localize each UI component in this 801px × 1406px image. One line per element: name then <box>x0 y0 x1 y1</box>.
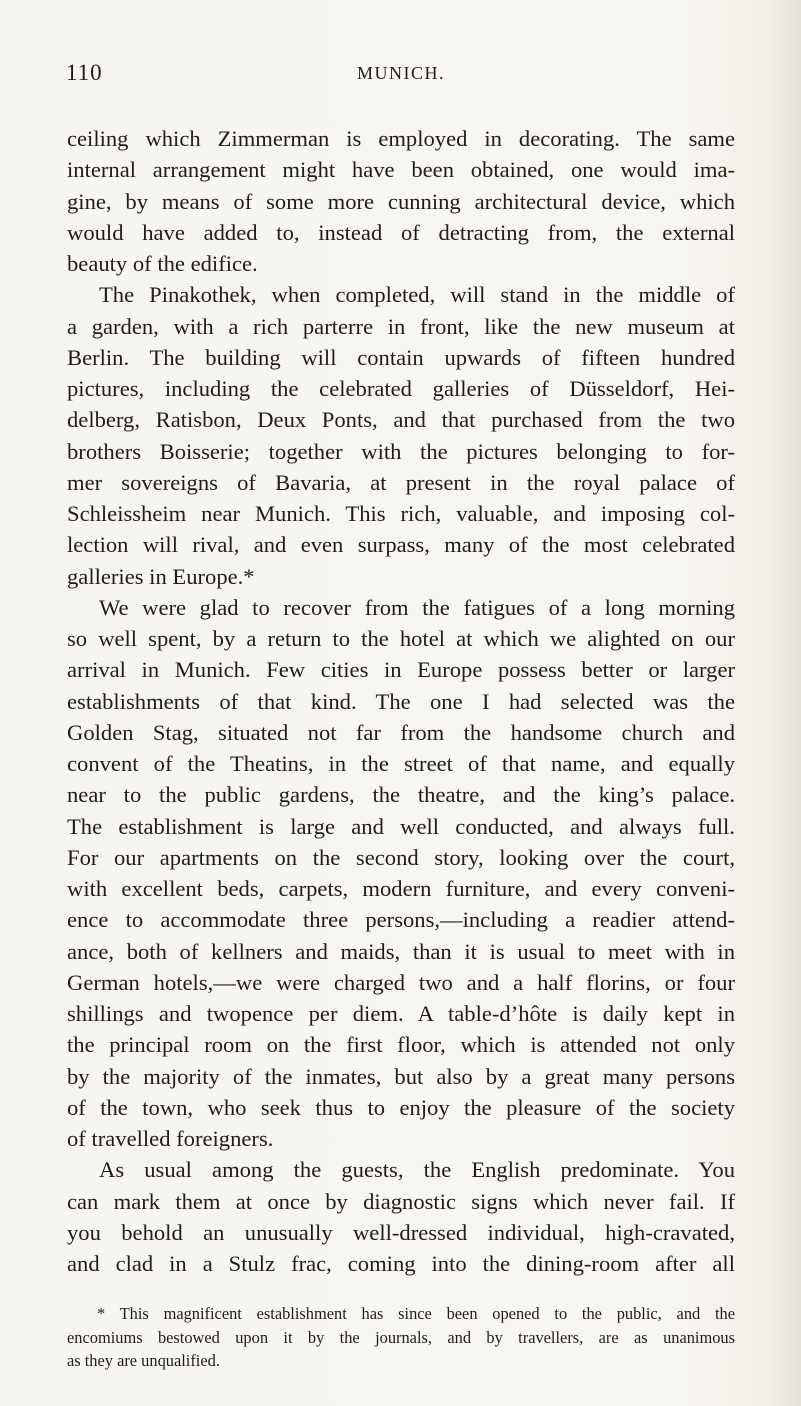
text-line: shillings and twopence per diem. A table-d’hôte is daily kept in <box>67 1001 735 1026</box>
body-text <box>67 123 735 1279</box>
text-line: pictures, including the celebrated galleries of Düsseldorf, Hei- <box>67 376 735 401</box>
footnote-line: * This magnificent establishment has since been opened to the public, and the <box>97 1304 735 1323</box>
text-line: Golden Stag, situated not far from the handsome church and <box>67 719 735 745</box>
page-number: 110 <box>66 60 103 85</box>
text-line: the principal room on the first floor, which is attended not only <box>67 1032 735 1058</box>
text-line: beauty of the edifice. <box>67 251 258 276</box>
text-line: galleries in Europe.* <box>67 563 255 589</box>
text-line: would have added to, instead of detracting from, the external <box>67 219 735 245</box>
text-line: convent of the Theatins, in the street of that name, and equally <box>67 751 735 776</box>
text-line: and clad in a Stulz frac, coming into the dining-room after all <box>67 1251 735 1276</box>
text-line: We were glad to recover from the fatigues of a long morning <box>99 594 735 620</box>
text-line: mer sovereigns of Bavaria, at present in the royal palace of <box>67 469 735 495</box>
text-line: German hotels,—we were charged two and a half florins, or four <box>67 969 735 995</box>
text-line: a garden, with a rich parterre in front, like the new museum at <box>67 313 735 339</box>
text-line: ence to accommodate three persons,—including a readier attend- <box>67 907 735 933</box>
text-line: ance, both of kellners and maids, than it is usual to meet with in <box>67 938 735 964</box>
text-line: can mark them at once by diagnostic signs which never fail. If <box>67 1188 735 1214</box>
text-line: For our apartments on the second story, looking over the court, <box>67 844 735 870</box>
text-line: of the town, who seek thus to enjoy the pleasure of the society <box>67 1094 735 1120</box>
text-line: internal arrangement might have been obtained, one would ima- <box>67 157 735 183</box>
text-line: lection will rival, and even surpass, many of the most celebrated <box>67 532 735 558</box>
page-header <box>66 60 736 92</box>
text-line: The Pinakothek, when completed, will stand in the middle of <box>99 282 735 308</box>
text-line: so well spent, by a return to the hotel at which we alighted on our <box>67 626 735 651</box>
text-line: of travelled foreigners. <box>67 1126 274 1151</box>
text-line: establishments of that kind. The one I had selected was the <box>67 688 735 714</box>
text-line: with excellent beds, carpets, modern furniture, and every conveni- <box>67 876 735 901</box>
footnote-line: encomiums bestowed upon it by the journals, and by travellers, are as unanimous <box>67 1327 735 1347</box>
text-line: Berlin. The building will contain upwards of fifteen hundred <box>67 344 735 370</box>
running-title: MUNICH. <box>356 63 445 83</box>
text-line: ceiling which Zimmerman is employed in decorating. The same <box>67 126 735 151</box>
text-line: Schleissheim near Munich. This rich, valuable, and imposing col- <box>67 501 735 526</box>
text-line: you behold an unusually well-dressed individual, high-cravated, <box>67 1219 735 1245</box>
footnote <box>67 1302 735 1373</box>
text-line: near to the public gardens, the theatre, and the king’s palace. <box>67 782 735 808</box>
text-line: The establishment is large and well conducted, and always full. <box>67 813 735 839</box>
text-line: arrival in Munich. Few cities in Europe possess better or larger <box>67 657 735 683</box>
text-line: brothers Boisserie; together with the pictures belonging to for- <box>67 438 735 464</box>
text-line: As usual among the guests, the English predominate. You <box>99 1157 735 1183</box>
text-line: delberg, Ratisbon, Deux Ponts, and that purchased from the two <box>67 407 735 433</box>
text-line: gine, by means of some more cunning architectural device, which <box>67 188 735 214</box>
footnote-line: as they are unqualified. <box>67 1351 220 1370</box>
text-line: by the majority of the inmates, but also by a great many persons <box>67 1063 735 1089</box>
